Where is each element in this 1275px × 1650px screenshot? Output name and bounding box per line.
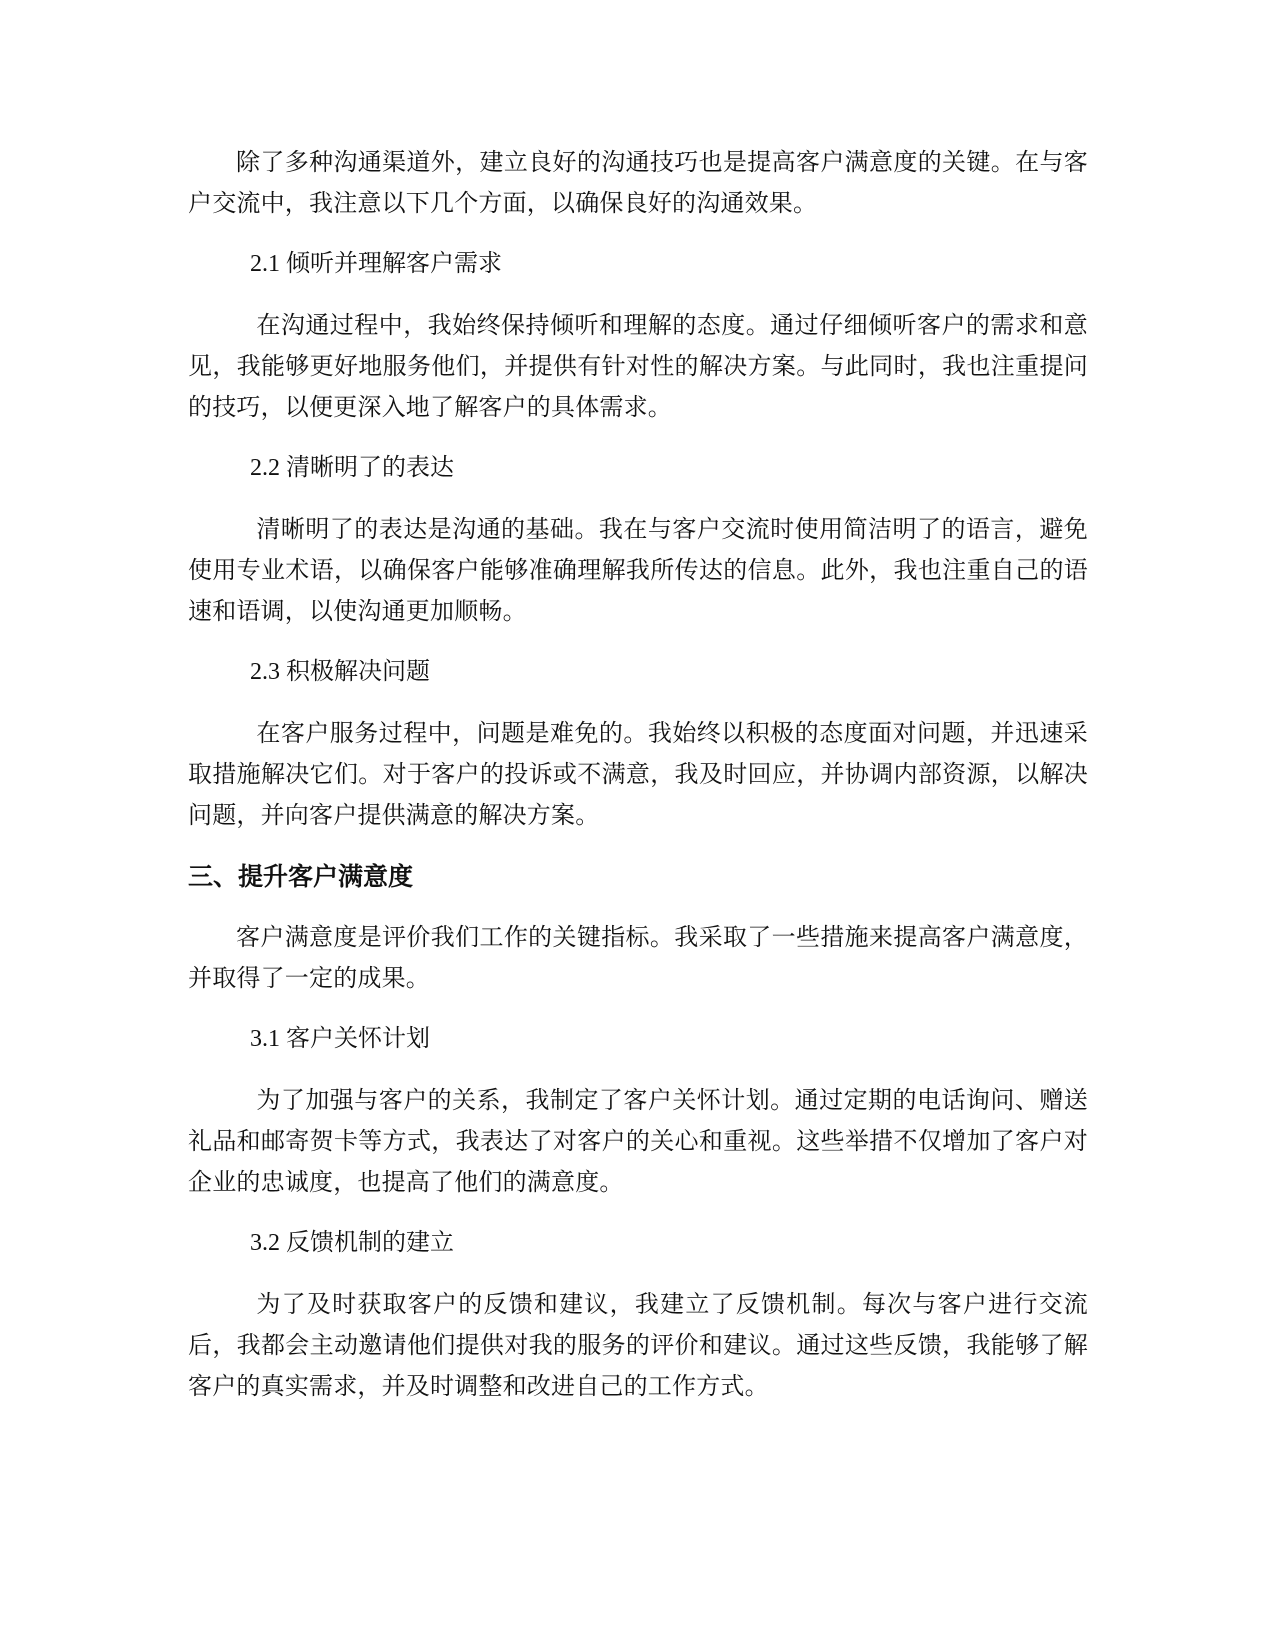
paragraph-2-1: 在沟通过程中，我始终保持倾听和理解的态度。通过仔细倾听客户的需求和意见，我能够更好地服务他们，并提供有针对性的解决方案。与此同时，我也注重提问的技巧，以便更深入地了解客户的具体需求。 <box>188 311 1088 421</box>
intro-paragraph: 除了多种沟通渠道外，建立良好的沟通技巧也是提高客户满意度的关键。在与客户交流中，我注意以下几个方面，以确保良好的沟通效果。 <box>188 148 1088 217</box>
section-3-title: 三、提升客户满意度 <box>188 862 414 891</box>
paragraph-3-1: 为了加强与客户的关系，我制定了客户关怀计划。通过定期的电话询问、赠送礼品和邮寄贺卡等方式，我表达了对客户的关心和重视。这些举措不仅增加了客户对企业的忠诚度，也提高了他们的满意度。 <box>188 1086 1088 1196</box>
subheading-3-1: 3.1 客户关怀计划 <box>250 1026 430 1052</box>
document-body <box>188 142 1088 1427</box>
subheading-3-2: 3.2 反馈机制的建立 <box>250 1230 454 1256</box>
subheading-2-2: 2.2 清晰明了的表达 <box>250 455 454 481</box>
paragraph-2-2: 清晰明了的表达是沟通的基础。我在与客户交流时使用简洁明了的语言，避免使用专业术语，以确保客户能够准确理解我所传达的信息。此外，我也注重自己的语速和语调，以使沟通更加顺畅。 <box>188 515 1088 625</box>
paragraph-2-3: 在客户服务过程中，问题是难免的。我始终以积极的态度面对问题，并迅速采取措施解决它们。对于客户的投诉或不满意，我及时回应，并协调内部资源，以解决问题，并向客户提供满意的解决方案。 <box>188 719 1088 829</box>
subheading-2-3: 2.3 积极解决问题 <box>250 659 430 685</box>
paragraph-3-2: 为了及时获取客户的反馈和建议，我建立了反馈机制。每次与客户进行交流后，我都会主动邀请他们提供对我的服务的评价和建议。通过这些反馈，我能够了解客户的真实需求，并及时调整和改进自己的工作方式。 <box>188 1290 1088 1400</box>
section-3-intro: 客户满意度是评价我们工作的关键指标。我采取了一些措施来提高客户满意度，并取得了一定的成果。 <box>188 923 1088 992</box>
subheading-2-1: 2.1 倾听并理解客户需求 <box>250 251 502 277</box>
